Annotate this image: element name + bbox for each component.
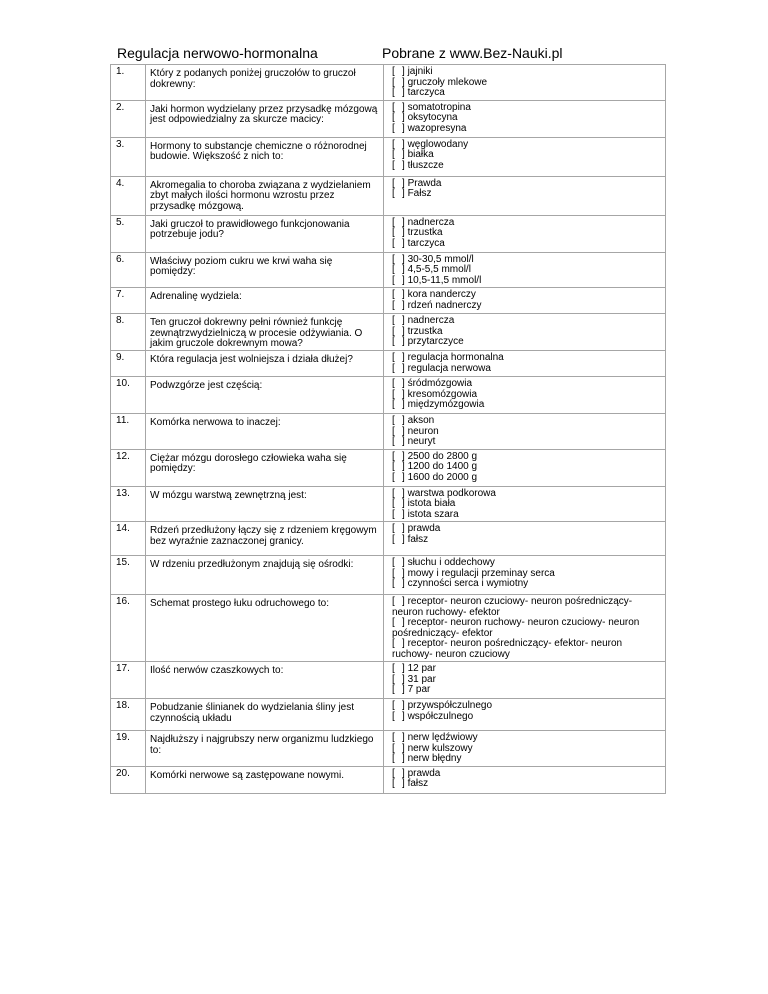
checkbox-close-bracket[interactable]: ] [402, 315, 405, 326]
checkbox-open-bracket[interactable]: [ [392, 362, 395, 374]
checkbox-open-bracket[interactable]: [ [392, 336, 395, 347]
answer-option[interactable] [392, 400, 663, 411]
answer-label: regulacja hormonalna [407, 352, 504, 363]
checkbox-open-bracket[interactable]: [ [392, 325, 395, 337]
question-row [111, 314, 666, 351]
question-number: 13. [111, 486, 146, 522]
checkbox-open-bracket[interactable]: [ [392, 508, 395, 520]
checkbox-close-bracket[interactable]: ] [402, 149, 405, 160]
answer-options [384, 662, 666, 699]
checkbox-close-bracket[interactable]: ] [402, 471, 405, 483]
checkbox-open-bracket[interactable]: [ [392, 732, 395, 743]
checkbox-close-bracket[interactable]: ] [402, 264, 405, 275]
checkbox-close-bracket[interactable]: ] [402, 742, 405, 754]
checkbox-open-bracket[interactable]: [ [392, 289, 395, 300]
question-row [111, 699, 666, 731]
answer-option[interactable] [392, 161, 663, 172]
checkbox-close-bracket[interactable]: ] [402, 87, 405, 98]
checkbox-close-bracket[interactable]: ] [402, 578, 405, 589]
checkbox-open-bracket[interactable]: [ [392, 471, 395, 483]
question-number: 3. [111, 137, 146, 176]
answer-option[interactable] [392, 712, 663, 723]
answer-label: gruczoły mlekowe [407, 76, 488, 88]
question-text: Hormony to substancje chemiczne o różnorodnej budowie. Większość z nich to: [146, 137, 384, 176]
answer-label: receptor- neuron czuciowy- neuron pośredniczący- neuron ruchowy- efektor [392, 596, 633, 618]
answer-label: wazopresyna [407, 122, 467, 134]
answer-option[interactable] [392, 597, 663, 618]
answer-options [384, 556, 666, 595]
checkbox-open-bracket[interactable]: [ [392, 177, 395, 189]
checkbox-close-bracket[interactable]: ] [402, 188, 405, 199]
answer-option[interactable] [392, 239, 663, 250]
question-text: Jaki gruczoł to prawidłowego funkcjonowania potrzebuje jodu? [146, 215, 384, 252]
checkbox-close-bracket[interactable]: ] [402, 425, 405, 437]
answer-option[interactable] [392, 364, 663, 375]
question-number: 14. [111, 522, 146, 556]
answer-label: 10,5-11,5 mmol/l [407, 274, 482, 286]
checkbox-open-bracket[interactable]: [ [392, 523, 395, 534]
checkbox-open-bracket[interactable]: [ [392, 638, 395, 649]
question-text: Która regulacja jest wolniejsza i działa dłużej? [146, 351, 384, 377]
answer-label: 4,5-5,5 mmol/l [407, 264, 471, 275]
answer-option[interactable] [392, 769, 663, 780]
question-text: Ten gruczoł dokrewny pełni również funkcję zewnątrzwydzielniczą w procesie odżywiania. O jakim gruczole dokrewnym mowa? [146, 314, 384, 351]
checkbox-open-bracket[interactable]: [ [392, 159, 395, 171]
checkbox-close-bracket[interactable]: ] [402, 237, 405, 249]
answer-options [384, 100, 666, 137]
answer-label: współczulnego [407, 710, 474, 722]
question-row [111, 662, 666, 699]
answer-label: jajniki [407, 66, 433, 77]
checkbox-close-bracket[interactable]: ] [402, 76, 405, 88]
checkbox-close-bracket[interactable]: ] [402, 415, 405, 426]
checkbox-close-bracket[interactable]: ] [402, 487, 405, 499]
answer-option[interactable] [392, 579, 663, 590]
checkbox-open-bracket[interactable]: [ [392, 567, 395, 579]
answer-label: receptor- neuron ruchowy- neuron czuciowy- neuron pośredniczący- efektor [392, 617, 640, 639]
checkbox-open-bracket[interactable]: [ [392, 388, 395, 400]
checkbox-close-bracket[interactable]: ] [402, 325, 405, 337]
checkbox-open-bracket[interactable]: [ [392, 578, 395, 589]
checkbox-open-bracket[interactable]: [ [392, 700, 395, 711]
question-text: Ilość nerwów czaszkowych to: [146, 662, 384, 699]
checkbox-close-bracket[interactable]: ] [402, 567, 405, 579]
checkbox-close-bracket[interactable]: ] [402, 767, 405, 779]
checkbox-close-bracket[interactable]: ] [402, 101, 405, 113]
answer-label: trzustka [407, 227, 443, 238]
answer-options [384, 699, 666, 731]
question-row [111, 486, 666, 522]
checkbox-close-bracket[interactable]: ] [402, 436, 405, 447]
answer-options [384, 449, 666, 486]
answer-label: 7 par [407, 684, 431, 695]
checkbox-open-bracket[interactable]: [ [392, 66, 395, 77]
checkbox-close-bracket[interactable]: ] [402, 732, 405, 743]
checkbox-open-bracket[interactable]: [ [392, 487, 395, 499]
checkbox-close-bracket[interactable]: ] [402, 66, 405, 77]
checkbox-open-bracket[interactable]: [ [392, 450, 395, 462]
question-row [111, 137, 666, 176]
checkbox-close-bracket[interactable]: ] [402, 253, 405, 265]
question-number: 16. [111, 595, 146, 662]
answer-label: fałsz [407, 533, 429, 545]
answer-option[interactable] [392, 276, 663, 287]
answer-label: rdzeń nadnerczy [407, 299, 482, 311]
question-row [111, 65, 666, 101]
checkbox-close-bracket[interactable]: ] [402, 617, 405, 628]
answer-options [384, 65, 666, 101]
answer-label: 12 par [407, 663, 436, 674]
question-row [111, 288, 666, 314]
answer-options [384, 176, 666, 215]
answer-label: 30-30,5 mmol/l [407, 253, 474, 265]
checkbox-open-bracket[interactable]: [ [392, 399, 395, 410]
answer-options [384, 137, 666, 176]
answer-options [384, 766, 666, 793]
question-row [111, 595, 666, 662]
checkbox-close-bracket[interactable]: ] [402, 227, 405, 238]
question-number: 19. [111, 731, 146, 767]
checkbox-open-bracket[interactable]: [ [392, 415, 395, 426]
checkbox-close-bracket[interactable]: ] [402, 450, 405, 462]
answer-option[interactable] [392, 301, 663, 312]
answer-options [384, 486, 666, 522]
checkbox-open-bracket[interactable]: [ [392, 253, 395, 265]
checkbox-close-bracket[interactable]: ] [402, 700, 405, 711]
checkbox-open-bracket[interactable]: [ [392, 673, 395, 685]
question-number: 6. [111, 252, 146, 288]
checkbox-open-bracket[interactable]: [ [392, 436, 395, 447]
answer-label: warstwa podkorowa [407, 487, 496, 499]
answer-label: międzymózgowia [407, 399, 485, 410]
question-row [111, 449, 666, 486]
question-number: 17. [111, 662, 146, 699]
answer-label: akson [407, 415, 435, 426]
question-text: Adrenalinę wydziela: [146, 288, 384, 314]
answer-label: oksytocyna [407, 112, 458, 123]
answer-options [384, 377, 666, 414]
answer-label: słuchu i oddechowy [407, 557, 495, 568]
answer-label: kora nanderczy [407, 289, 476, 300]
checkbox-close-bracket[interactable]: ] [402, 274, 405, 286]
answer-option[interactable] [392, 685, 663, 696]
answer-label: tarczyca [407, 237, 445, 249]
checkbox-open-bracket[interactable]: [ [392, 596, 395, 607]
checkbox-close-bracket[interactable]: ] [402, 673, 405, 685]
source-label: Pobrane z www.Bez-Nauki.pl [382, 45, 563, 61]
question-number: 4. [111, 176, 146, 215]
answer-option[interactable] [392, 179, 663, 190]
checkbox-open-bracket[interactable]: [ [392, 352, 395, 363]
checkbox-close-bracket[interactable]: ] [402, 336, 405, 347]
answer-options [384, 595, 666, 662]
checkbox-close-bracket[interactable]: ] [402, 378, 405, 389]
checkbox-close-bracket[interactable]: ] [402, 638, 405, 649]
question-text: Akromegalia to choroba związana z wydzielaniem zbyt małych ilości hormonu wzrostu przez przysadkę mózgową. [146, 176, 384, 215]
checkbox-open-bracket[interactable]: [ [392, 533, 395, 545]
checkbox-close-bracket[interactable]: ] [402, 138, 405, 150]
question-row [111, 100, 666, 137]
checkbox-open-bracket[interactable]: [ [392, 778, 395, 789]
answer-label: węglowodany [407, 138, 469, 150]
answer-option[interactable] [392, 779, 663, 790]
question-text: Który z podanych poniżej gruczołów to gruczoł dokrewny: [146, 65, 384, 101]
checkbox-close-bracket[interactable]: ] [402, 112, 405, 123]
answer-option[interactable] [392, 754, 663, 765]
answer-label: przywspółczulnego [407, 700, 493, 711]
question-text: Ciężar mózgu dorosłego człowieka waha się pomiędzy: [146, 449, 384, 486]
checkbox-close-bracket[interactable]: ] [402, 388, 405, 400]
checkbox-open-bracket[interactable]: [ [392, 264, 395, 275]
checkbox-close-bracket[interactable]: ] [402, 352, 405, 363]
checkbox-open-bracket[interactable]: [ [392, 663, 395, 674]
question-number: 8. [111, 314, 146, 351]
answer-label: mowy i regulacji przeminay serca [407, 567, 555, 579]
question-text: Podwzgórze jest częścią: [146, 377, 384, 414]
quiz-table [110, 64, 666, 794]
checkbox-open-bracket[interactable]: [ [392, 378, 395, 389]
checkbox-open-bracket[interactable]: [ [392, 299, 395, 311]
checkbox-open-bracket[interactable]: [ [392, 76, 395, 88]
question-text: Komórka nerwowa to inaczej: [146, 414, 384, 450]
checkbox-open-bracket[interactable]: [ [392, 315, 395, 326]
question-number: 15. [111, 556, 146, 595]
question-number: 2. [111, 100, 146, 137]
checkbox-close-bracket[interactable]: ] [402, 778, 405, 789]
answer-options [384, 288, 666, 314]
answer-label: trzustka [407, 325, 443, 337]
answer-label: nerw lędźwiowy [407, 732, 478, 743]
checkbox-open-bracket[interactable]: [ [392, 425, 395, 437]
question-text: W rdzeniu przedłużonym znajdują się ośrodki: [146, 556, 384, 595]
answer-label: istota szara [407, 508, 459, 520]
checkbox-open-bracket[interactable]: [ [392, 753, 395, 764]
answer-label: Fałsz [407, 188, 432, 199]
question-row [111, 215, 666, 252]
answer-label: somatotropina [407, 101, 471, 113]
answer-label: regulacja nerwowa [407, 362, 491, 374]
checkbox-open-bracket[interactable]: [ [392, 557, 395, 568]
question-row [111, 556, 666, 595]
question-text: Właściwy poziom cukru we krwi waha się pomiędzy: [146, 252, 384, 288]
checkbox-close-bracket[interactable]: ] [402, 122, 405, 134]
checkbox-open-bracket[interactable]: [ [392, 710, 395, 722]
question-row [111, 351, 666, 377]
question-number: 18. [111, 699, 146, 731]
answer-options [384, 351, 666, 377]
answer-label: receptor- neuron pośredniczący- efektor- neuron ruchowy- neuron czuciowy [392, 638, 623, 660]
document-title: Regulacja nerwowo-hormonalna [117, 45, 318, 61]
answer-option[interactable] [392, 618, 663, 639]
question-number: 9. [111, 351, 146, 377]
answer-options [384, 414, 666, 450]
question-text: Najdłuższy i najgrubszy nerw organizmu ludzkiego to: [146, 731, 384, 767]
checkbox-open-bracket[interactable]: [ [392, 237, 395, 249]
checkbox-open-bracket[interactable]: [ [392, 498, 395, 509]
answer-option[interactable] [392, 675, 663, 686]
checkbox-close-bracket[interactable]: ] [402, 299, 405, 311]
checkbox-close-bracket[interactable]: ] [402, 399, 405, 410]
question-number: 12. [111, 449, 146, 486]
answer-option[interactable] [392, 88, 663, 99]
checkbox-close-bracket[interactable]: ] [402, 508, 405, 520]
question-text: Schemat prostego łuku odruchowego to: [146, 595, 384, 662]
question-row [111, 377, 666, 414]
answer-label: neuryt [407, 436, 436, 447]
checkbox-open-bracket[interactable]: [ [392, 149, 395, 160]
answer-label: 1200 do 1400 g [407, 461, 478, 472]
checkbox-close-bracket[interactable]: ] [402, 216, 405, 228]
checkbox-open-bracket[interactable]: [ [392, 461, 395, 472]
checkbox-close-bracket[interactable]: ] [402, 461, 405, 472]
answer-label: 31 par [407, 673, 436, 685]
question-text: Jaki hormon wydzielany przez przysadkę mózgową jest odpowiedzialny za skurcze macicy: [146, 100, 384, 137]
checkbox-close-bracket[interactable]: ] [402, 362, 405, 374]
answer-label: 1600 do 2000 g [407, 471, 478, 483]
answer-option[interactable] [392, 639, 663, 660]
question-row [111, 252, 666, 288]
answer-label: czynności serca i wymiotny [407, 578, 529, 589]
question-number: 11. [111, 414, 146, 450]
checkbox-open-bracket[interactable]: [ [392, 112, 395, 123]
checkbox-open-bracket[interactable]: [ [392, 87, 395, 98]
answer-option[interactable] [392, 437, 663, 448]
answer-label: istota biała [407, 498, 456, 509]
answer-label: nerw błędny [407, 753, 462, 764]
question-row [111, 176, 666, 215]
answer-option[interactable] [392, 337, 663, 348]
question-row [111, 766, 666, 793]
answer-label: tarczyca [407, 87, 445, 98]
checkbox-open-bracket[interactable]: [ [392, 188, 395, 199]
checkbox-open-bracket[interactable]: [ [392, 684, 395, 695]
checkbox-close-bracket[interactable]: ] [402, 663, 405, 674]
answer-label: nadnercza [407, 216, 455, 228]
checkbox-close-bracket[interactable]: ] [402, 596, 405, 607]
answer-option[interactable] [392, 524, 663, 535]
checkbox-open-bracket[interactable]: [ [392, 767, 395, 779]
question-row [111, 522, 666, 556]
checkbox-close-bracket[interactable]: ] [402, 498, 405, 509]
answer-option[interactable] [392, 473, 663, 484]
answer-options [384, 252, 666, 288]
checkbox-close-bracket[interactable]: ] [402, 159, 405, 171]
answer-options [384, 314, 666, 351]
question-number: 10. [111, 377, 146, 414]
checkbox-open-bracket[interactable]: [ [392, 122, 395, 134]
checkbox-close-bracket[interactable]: ] [402, 557, 405, 568]
answer-label: przytarczyce [407, 336, 464, 347]
answer-options [384, 215, 666, 252]
answer-label: kresomózgowia [407, 388, 478, 400]
checkbox-close-bracket[interactable]: ] [402, 753, 405, 764]
checkbox-close-bracket[interactable]: ] [402, 289, 405, 300]
question-number: 1. [111, 65, 146, 101]
answer-option[interactable] [392, 510, 663, 521]
checkbox-open-bracket[interactable]: [ [392, 617, 395, 628]
question-row [111, 731, 666, 767]
question-text: Komórki nerwowe są zastępowane nowymi. [146, 766, 384, 793]
checkbox-open-bracket[interactable]: [ [392, 274, 395, 286]
answer-option[interactable] [392, 124, 663, 135]
answer-label: fałsz [407, 778, 429, 789]
checkbox-close-bracket[interactable]: ] [402, 710, 405, 722]
answer-options [384, 522, 666, 556]
question-number: 5. [111, 215, 146, 252]
answer-option[interactable] [392, 535, 663, 546]
question-number: 20. [111, 766, 146, 793]
answer-label: prawda [407, 523, 441, 534]
answer-label: białka [407, 149, 434, 160]
checkbox-open-bracket[interactable]: [ [392, 216, 395, 228]
checkbox-close-bracket[interactable]: ] [402, 533, 405, 545]
answer-label: nerw kulszowy [407, 742, 473, 754]
answer-label: prawda [407, 767, 441, 779]
answer-label: Prawda [407, 177, 442, 189]
question-text: Rdzeń przedłużony łączy się z rdzeniem kręgowym bez wyraźnie zaznaczonej granicy. [146, 522, 384, 556]
question-text: W mózgu warstwą zewnętrzną jest: [146, 486, 384, 522]
checkbox-close-bracket[interactable]: ] [402, 523, 405, 534]
answer-label: tłuszcze [407, 159, 444, 171]
checkbox-open-bracket[interactable]: [ [392, 227, 395, 238]
checkbox-open-bracket[interactable]: [ [392, 101, 395, 113]
answer-label: śródmózgowia [407, 378, 473, 389]
checkbox-close-bracket[interactable]: ] [402, 177, 405, 189]
checkbox-open-bracket[interactable]: [ [392, 138, 395, 150]
answer-label: 2500 do 2800 g [407, 450, 478, 462]
question-number: 7. [111, 288, 146, 314]
answer-label: nadnercza [407, 315, 455, 326]
question-row [111, 414, 666, 450]
answer-options [384, 731, 666, 767]
answer-option[interactable] [392, 189, 663, 200]
checkbox-close-bracket[interactable]: ] [402, 684, 405, 695]
answer-label: neuron [407, 425, 439, 437]
question-text: Pobudzanie ślinianek do wydzielania śliny jest czynnością układu [146, 699, 384, 731]
checkbox-open-bracket[interactable]: [ [392, 742, 395, 754]
